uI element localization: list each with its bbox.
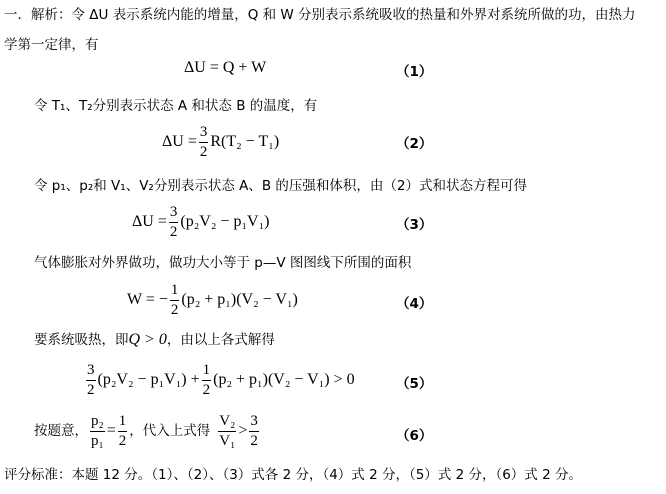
eq6-fraction-4 — [249, 414, 259, 449]
equation-label-2: （2） — [396, 136, 433, 152]
eq3-lhs: ΔU = — [132, 213, 167, 230]
eq6-numerator-2: 1 — [118, 414, 128, 432]
equation-4 — [127, 280, 298, 320]
eq3-numerator: 3 — [169, 205, 179, 223]
eq3-rhs: (p₂V₂ − p₁V₁) — [180, 213, 270, 230]
eq2-denominator: 2 — [199, 143, 208, 160]
eq6-numerator-3: V₂ — [218, 414, 236, 432]
eq5-rhs: (p₂ + p₁)(V₂ − V₁) > 0 — [213, 371, 355, 388]
equation-3 — [132, 202, 269, 242]
eq6-fraction-3 — [218, 414, 236, 449]
equation-6-line — [34, 410, 261, 452]
line6-math: Q > 0 — [128, 331, 167, 348]
line6-text: 要系统吸热，即 — [34, 332, 129, 348]
eq5-fraction-1 — [86, 363, 96, 398]
equation-label-3: （3） — [396, 217, 433, 233]
equation-label-4: （4） — [396, 296, 433, 312]
text-line-scoring: 评分标准：本题 12 分。（1）、（2）、（3）式各 2 分，（4）式 2 分，（5）式 2 分，（6）式 2 分。 — [4, 467, 582, 483]
equation-label-1: （1） — [396, 64, 433, 80]
text-line-4: 令 p₁、p₂和 V₁、V₂分别表示状态 A、B 的压强和体积，由（2）式和状态方程可得 — [34, 178, 528, 194]
equation-label-5: （5） — [396, 376, 433, 392]
text-line-2: 学第一定律，有 — [4, 37, 99, 53]
equation-5 — [84, 360, 355, 400]
eq3-denominator: 2 — [169, 223, 178, 240]
equation-6a — [88, 414, 129, 449]
eq5-numerator-1: 3 — [86, 363, 96, 381]
line7-mid: ，代入上式得 — [129, 423, 211, 439]
text-line-5: 气体膨胀对外界做功，做功大小等于 p—V 图图线下所围的面积 — [34, 255, 412, 271]
eq4-numerator: 1 — [170, 283, 180, 301]
eq6-fraction-1 — [90, 414, 105, 449]
eq5-denominator-1: 2 — [87, 381, 95, 398]
eq5-denominator-2: 2 — [202, 381, 211, 398]
eq6-denominator-2: 2 — [118, 432, 127, 449]
eq6-fraction-2 — [118, 414, 128, 449]
eq6-numerator-1: p₂ — [90, 414, 105, 432]
eq5-middle: (p₂V₂ − p₁V₁) + — [97, 371, 200, 388]
eq2-fraction — [199, 125, 209, 160]
text-line-6 — [34, 331, 275, 349]
eq2-rhs: R(T₂ − T₁) — [210, 133, 280, 150]
line7-pre: 按题意， — [34, 423, 88, 439]
equation-label-6: （6） — [396, 428, 433, 444]
eq4-denominator: 2 — [170, 301, 179, 318]
eq2-lhs: ΔU = — [162, 133, 197, 150]
eq2-numerator: 3 — [199, 125, 209, 143]
equation-6b — [216, 414, 261, 449]
eq6-denominator-1: p₁ — [91, 432, 104, 449]
eq4-rhs: (p₂ + p₁)(V₂ − V₁) — [181, 291, 298, 308]
eq6-greater: > — [238, 422, 248, 439]
text-line-3: 令 T₁、T₂分别表示状态 A 和状态 B 的温度，有 — [34, 98, 318, 114]
eq6-denominator-4: 2 — [250, 432, 258, 449]
equation-2 — [162, 122, 279, 162]
equation-1: ΔU = Q + W — [184, 59, 267, 76]
eq4-fraction — [170, 283, 180, 318]
eq4-lhs: W = − — [127, 291, 168, 308]
eq6-numerator-4: 3 — [249, 414, 259, 432]
eq6-denominator-3: V₁ — [219, 432, 236, 449]
line6-tail: ，由以上各式解得 — [166, 332, 275, 348]
eq5-fraction-2 — [202, 363, 212, 398]
eq5-numerator-2: 1 — [202, 363, 212, 381]
eq6-equals: = — [106, 422, 116, 439]
eq3-fraction — [169, 205, 179, 240]
text-line-1: 一．解析：令 ΔU 表示系统内能的增量，Q 和 W 分别表示系统吸收的热量和外界对系统所做的功，由热力 — [4, 7, 636, 23]
